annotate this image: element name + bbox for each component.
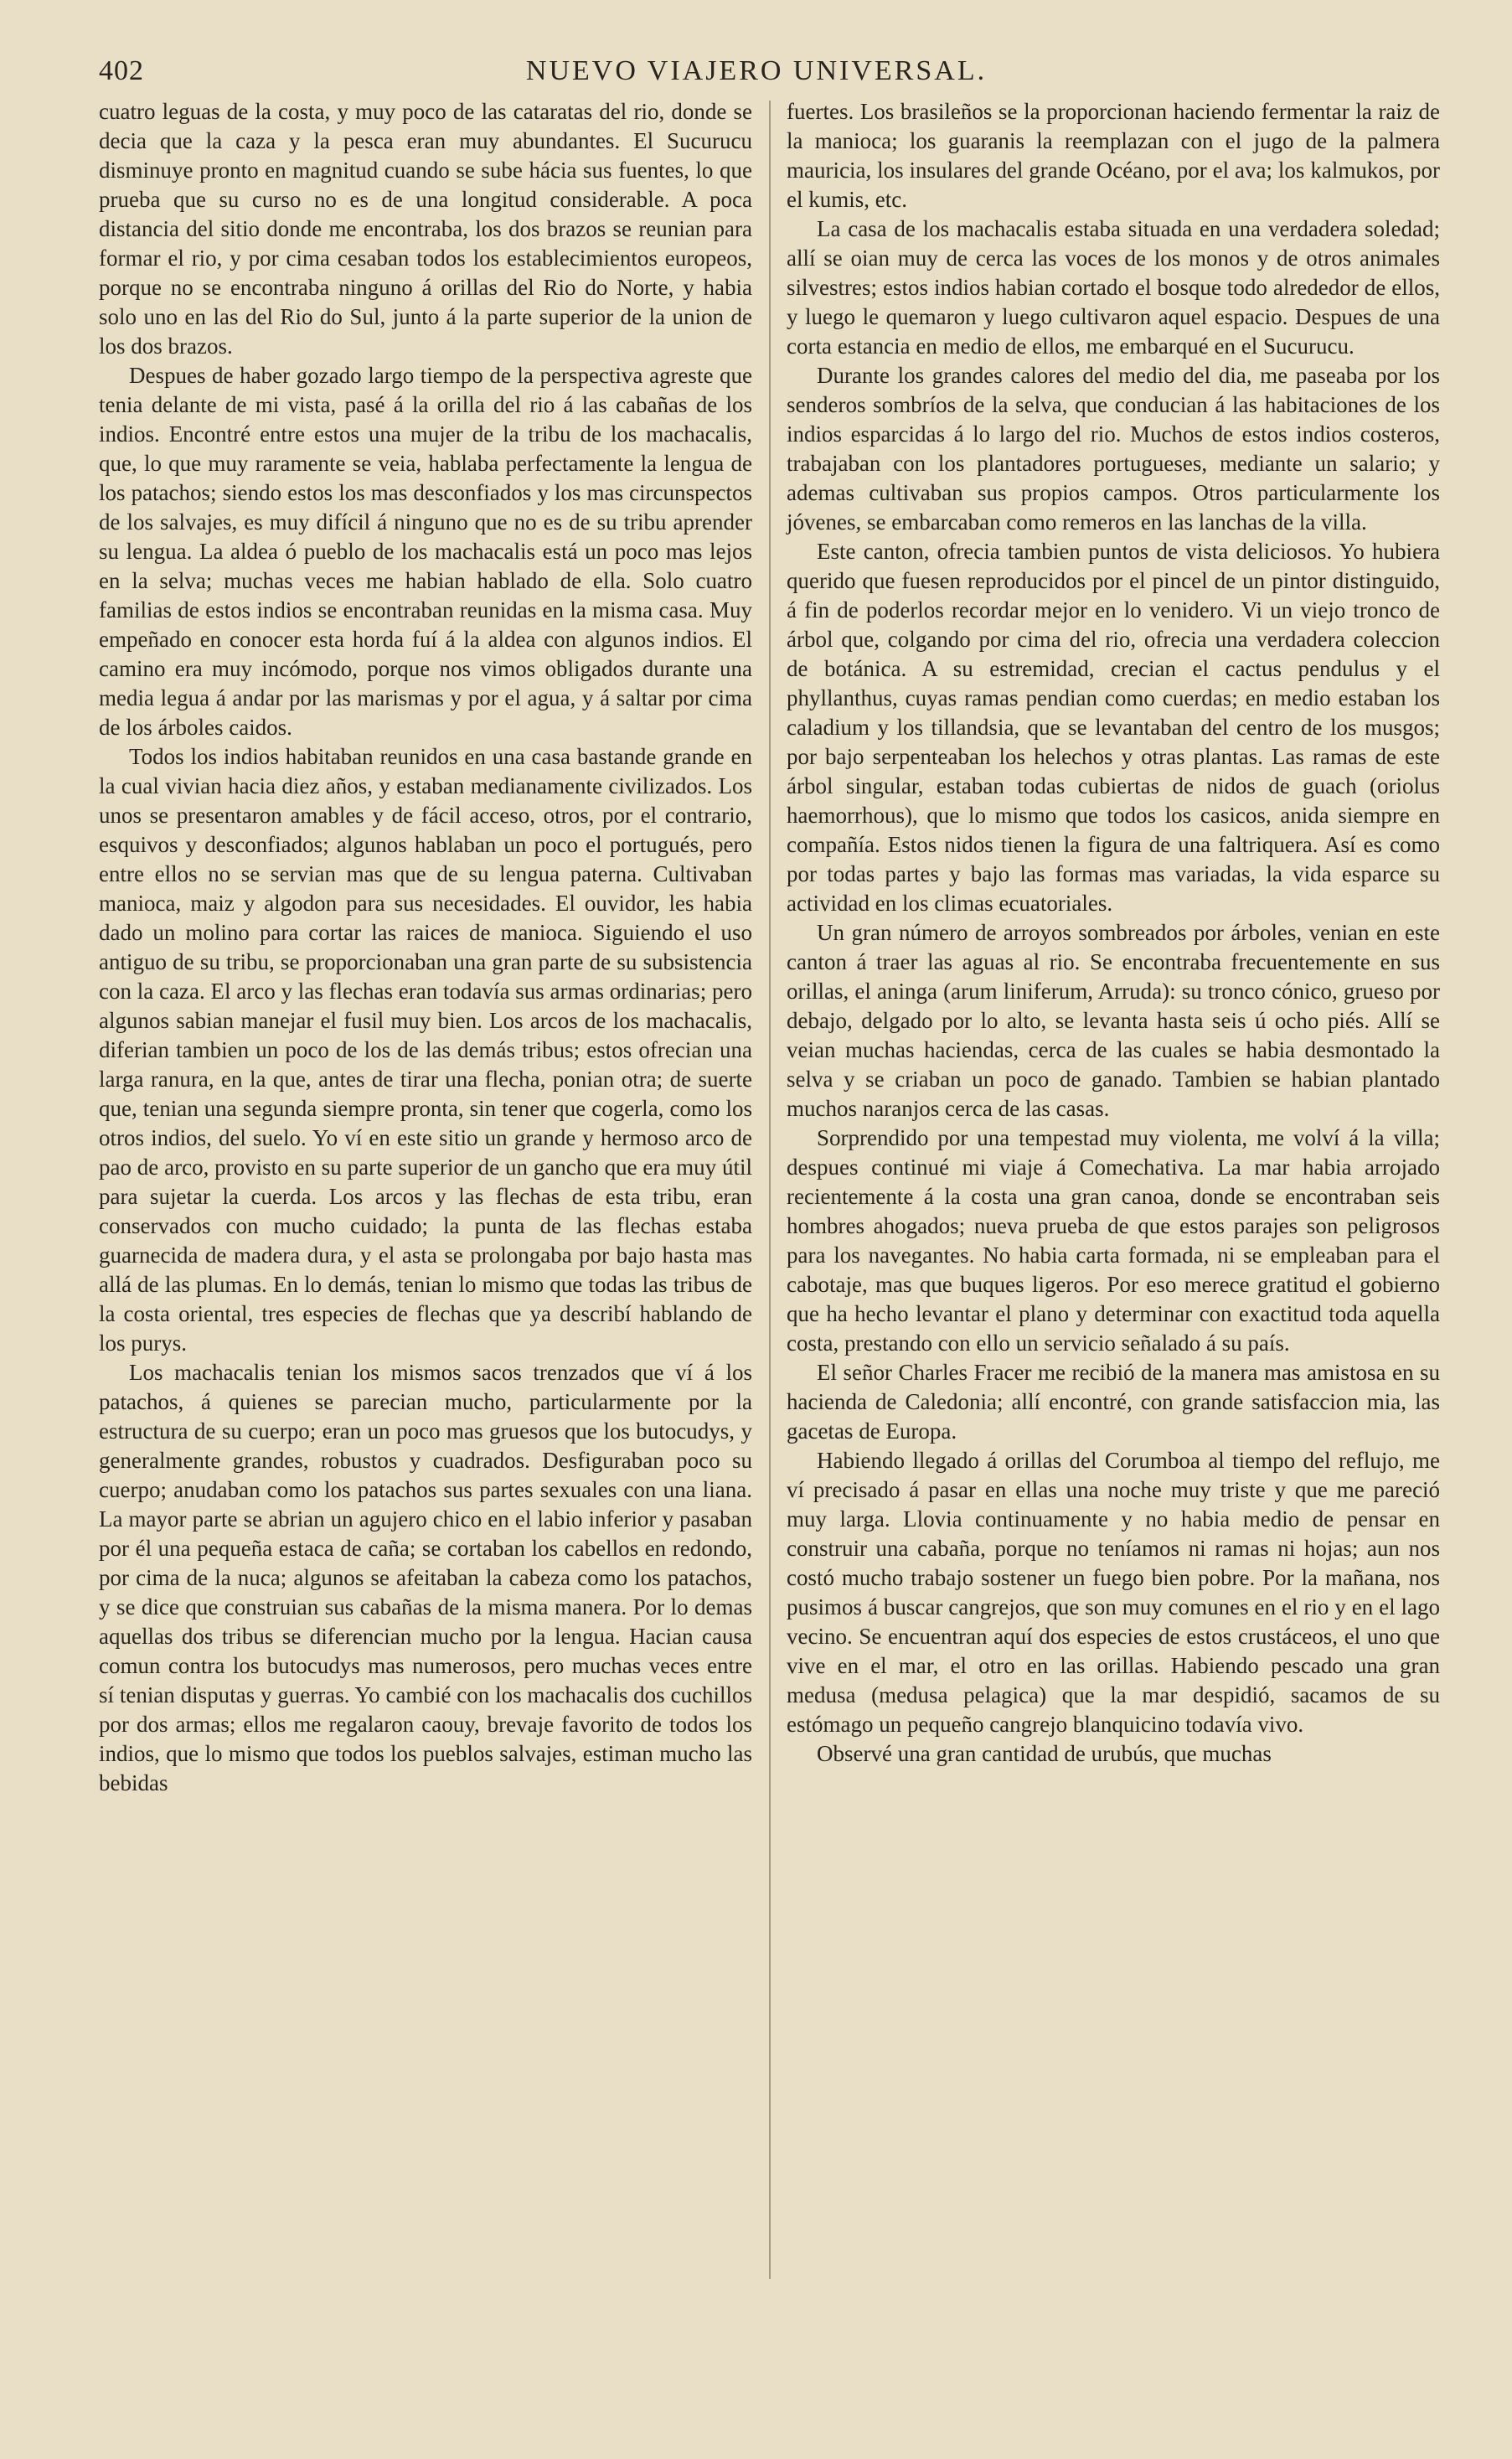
paragraph: Este canton, ofrecia tambien puntos de vista deliciosos. Yo hubiera querido que fuesen reproducidos por el pincel de un pintor distinguido, á fin de poderlos recordar mejor en lo venidero. Vi un viejo tronco de árbol que, colgando por cima del rio, ofrecia una verdadera coleccion de botánica. A su estremidad, crecian el cactus pendulus y el phyllanthus, cuyas ramas pendian como cuerdas; en medio estaban los caladium y los tillandsia, que se levantaban del centro de los musgos; por bajo serpenteaban los helechos y otras plantas. Las ramas de este árbol singular, estaban todas cubiertas de nidos de guach (oriolus haemorrhous), que lo mismo que todos los casicos, anida siempre en compañía. Estos nidos tienen la figura de una faltriquera. Así es como por todas partes y bajo las formas mas variadas, la vida esparce su actividad en los climas ecuatoriales. xyxy=(787,539,1440,916)
paragraph: El señor Charles Fracer me recibió de la manera mas amistosa en su hacienda de Caledonia; allí encontré, con grande satisfaccion mia, las gacetas de Europa. xyxy=(787,1360,1440,1444)
left-column xyxy=(99,97,752,1798)
paragraph: Despues de haber gozado largo tiempo de la perspectiva agreste que tenia delante de mi vista, pasé á la orilla del rio á las cabañas de los indios. Encontré entre estos una mujer de la tribu de los machacalis, que, lo que muy raramente se veia, hablaba perfectamente la lengua de los patachos; siendo estos los mas desconfiados y los mas circunspectos de los salvajes, es muy difícil á ninguno que no es de su tribu aprender su lengua. La aldea ó pueblo de los machacalis está un poco mas lejos en la selva; muchas veces me habian hablado de ella. Solo cuatro familias de estos indios se encontraban reunidas en la misma casa. Muy empeñado en conocer esta horda fuí á la aldea con algunos indios. El camino era muy incómodo, porque nos vimos obligados durante una media legua á andar por las marismas y por el agua, y á saltar por cima de los árboles caidos. xyxy=(99,363,752,740)
column-divider xyxy=(769,101,771,2279)
page-number: 402 xyxy=(99,55,144,86)
paragraph: Los machacalis tenian los mismos sacos trenzados que ví á los patachos, á quienes se parecian mucho, particularmente por la estructura de su cuerpo; eran un poco mas gruesos que los butocudys, y generalmente grandes, robustos y cuadrados. Desfiguraban poco su cuerpo; anudaban como los patachos sus partes sexuales con una liana. La mayor parte se abrian un agujero chico en el labio inferior y pasaban por él una pequeña estaca de caña; se cortaban los cabellos en redondo, por cima de la nuca; algunos se afeitaban la cabeza como los patachos, y se dice que construian sus cabañas de la misma manera. Por lo demas aquellas dos tribus se diferencian mucho por la lengua. Hacian causa comun contra los butocudys mas numerosos, pero muchas veces entre sí tenian disputas y guerras. Yo cambié con los machacalis dos cuchillos por dos armas; ellos me regalaron caouy, brevaje favorito de todos los indios, que lo mismo que todos los pueblos salvajes, estiman mucho las bebidas xyxy=(99,1360,752,1795)
paragraph: Habiendo llegado á orillas del Corumboa al tiempo del reflujo, me ví precisado á pasar en ellas una noche muy triste y que me pareció muy larga. Llovia continuamente y no habia medio de pensar en construir una cabaña, porque no teníamos ni ramas ni hojas; aun nos costó mucho trabajo sostener un fuego bien pobre. Por la mañana, nos pusimos á buscar cangrejos, que son muy comunes en el rio y en el lago vecino. Se encuentran aquí dos especies de estos crustáceos, el uno que vive en el mar, el otro en las orillas. Habiendo pescado una gran medusa (medusa pelagica) que la mar despidió, sacamos de su estómago un pequeño cangrejo blanquicino todavía vivo. xyxy=(787,1448,1440,1737)
running-title: NUEVO VIAJERO UNIVERSAL. xyxy=(525,55,988,86)
page-header xyxy=(99,50,1414,94)
paragraph: Observé una gran cantidad de urubús, que muchas xyxy=(817,1741,1272,1766)
paragraph: Durante los grandes calores del medio del dia, me paseaba por los senderos sombríos de la selva, que conducian á las habitaciones de los indios esparcidas á lo largo del rio. Muchos de estos indios costeros, trabajaban con los plantadores portugueses, mediante un salario; y ademas cultivaban sus propios campos. Otros particularmente los jóvenes, se embarcaban como remeros en las lanchas de la villa. xyxy=(787,363,1440,535)
paragraph: Todos los indios habitaban reunidos en una casa bastande grande en la cual vivian hacia diez años, y estaban medianamente civilizados. Los unos se presentaron amables y de fácil acceso, otros, por el contrario, esquivos y desconfiados; algunos hablaban un poco el portugués, pero entre ellos no se servian mas que de su lengua paterna. Cultivaban manioca, maiz y algodon para sus necesidades. El ouvidor, les habia dado un molino para cortar las raices de manioca. Siguiendo el uso antiguo de su tribu, se proporcionaban una gran parte de su subsistencia con la caza. El arco y las flechas eran todavía sus armas ordinarias; pero algunos sabian manejar el fusil muy bien. Los arcos de los machacalis, diferian tambien un poco de los de las demás tribus; estos ofrecian una larga ranura, en la que, antes de tirar una flecha, ponian otra; de suerte que, tenian una segunda siempre pronta, sin tener que cogerla, como los otros indios, del suelo. Yo ví en este sitio un grande y hermoso arco de pao de arco, provisto en su parte superior de un gancho que era muy útil para sujetar la cuerda. Los arcos y las flechas de esta tribu, eran conservados con mucho cuidado; la punta de las flechas estaba guarnecida de madera dura, y el asta se prolongaba por bajo hasta mas allá de las plumas. En lo demás, tenian lo mismo que todas las tribus de la costa oriental, tres especies de flechas que ya describí hablando de los purys. xyxy=(99,744,752,1356)
paragraph: Sorprendido por una tempestad muy violenta, me volví á la villa; despues continué mi viaje á Comechativa. La mar habia arrojado recientemente á la costa una gran canoa, donde se encontraban seis hombres ahogados; nueva prueba de que estos parajes son peligrosos para los navegantes. No habia carta formada, ni se empleaban para el cabotaje, mas que buques ligeros. Por eso merece gratitud el gobierno que ha hecho levantar el plano y determinar con exactitud toda aquella costa, prestando con ello un servicio señalado á su país. xyxy=(787,1125,1440,1356)
paragraph: fuertes. Los brasileños se la proporcionan haciendo fermentar la raiz de la manioca; los guaranis la reemplazan con el jugo de la palmera mauricia, los insulares del grande Océano, por el ava; los kalmukos, por el kumis, etc. xyxy=(787,99,1440,212)
right-column xyxy=(787,97,1440,1769)
paragraph: La casa de los machacalis estaba situada en una verdadera soledad; allí se oian muy de cerca las voces de los monos y de otros animales silvestres; estos indios habian cortado el bosque todo alrededor de ellos, y luego le quemaron y luego cultivaron aquel espacio. Despues de una corta estancia en medio de ellos, me embarqué en el Sucurucu. xyxy=(787,216,1440,359)
paragraph: cuatro leguas de la costa, y muy poco de las cataratas del rio, donde se decia que la caza y la pesca eran muy abundantes. El Sucurucu disminuye pronto en magnitud cuando se sube hácia sus fuentes, lo que prueba que su curso no es de una longitud considerable. A poca distancia del sitio donde me encontraba, los dos brazos se reunian para formar el rio, y por cima cesaban todos los establecimientos europeos, porque no se encontraba ninguno á orillas del Rio do Norte, y habia solo uno en las del Rio do Sul, junto á la parte superior de la union de los dos brazos. xyxy=(99,99,752,359)
paragraph: Un gran número de arroyos sombreados por árboles, venian en este canton á traer las aguas al rio. Se encontraba frecuentemente en sus orillas, el aninga (arum liniferum, Arruda): su tronco cónico, grueso por debajo, delgado por lo alto, se levanta hasta seis ú ocho piés. Allí se veian muchas haciendas, cerca de las cuales se habia desmontado la selva y se criaban un poco de ganado. Tambien se habian plantado muchos naranjos cerca de las casas. xyxy=(787,920,1440,1121)
